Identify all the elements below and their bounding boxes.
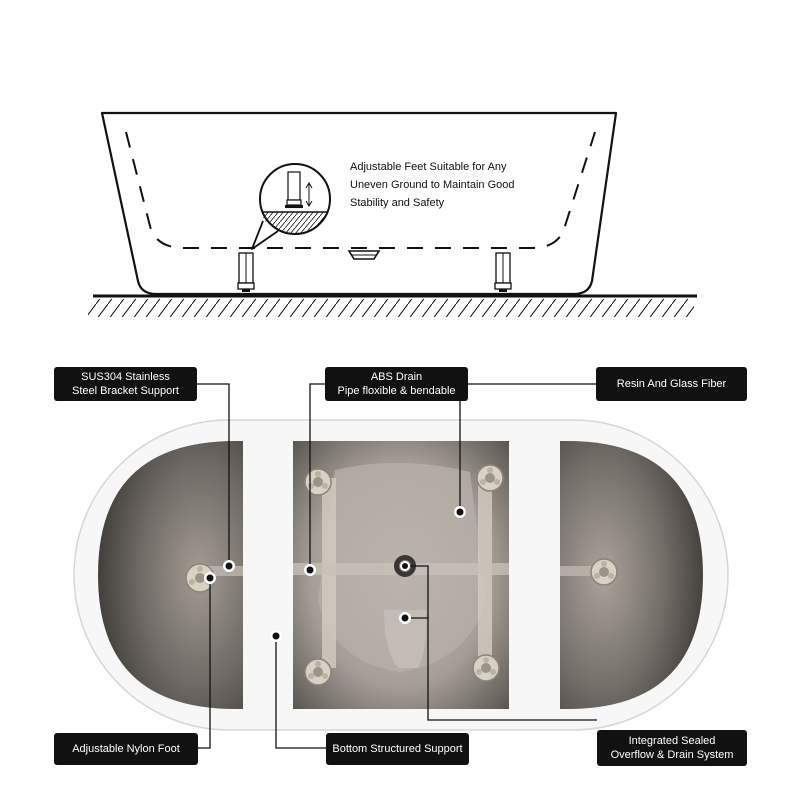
underside-view xyxy=(74,420,728,730)
adjustable-foot-right xyxy=(495,253,511,292)
label-integrated-overflow-drain: Integrated Sealed Overflow & Drain System xyxy=(597,730,747,766)
side-view-drawing xyxy=(88,113,697,317)
note-line: Uneven Ground to Maintain Good xyxy=(350,179,515,191)
adjustable-foot-left xyxy=(238,253,254,292)
label-abs-drain-pipe: ABS Drain Pipe floxible & bendable xyxy=(325,367,468,401)
adjustable-feet-note xyxy=(350,158,590,212)
label-sus304-bracket: SUS304 Stainless Steel Bracket Support xyxy=(54,367,197,401)
label-resin-glass-fiber: Resin And Glass Fiber xyxy=(596,367,747,401)
label-adjustable-nylon-foot: Adjustable Nylon Foot xyxy=(54,733,198,765)
label-bottom-structured-support: Bottom Structured Support xyxy=(326,733,469,765)
note-line: Stability and Safety xyxy=(350,197,445,209)
note-line: Adjustable Feet Suitable for Any xyxy=(350,161,507,173)
ground-hatching xyxy=(88,299,694,317)
magnifier-callout xyxy=(252,164,330,249)
